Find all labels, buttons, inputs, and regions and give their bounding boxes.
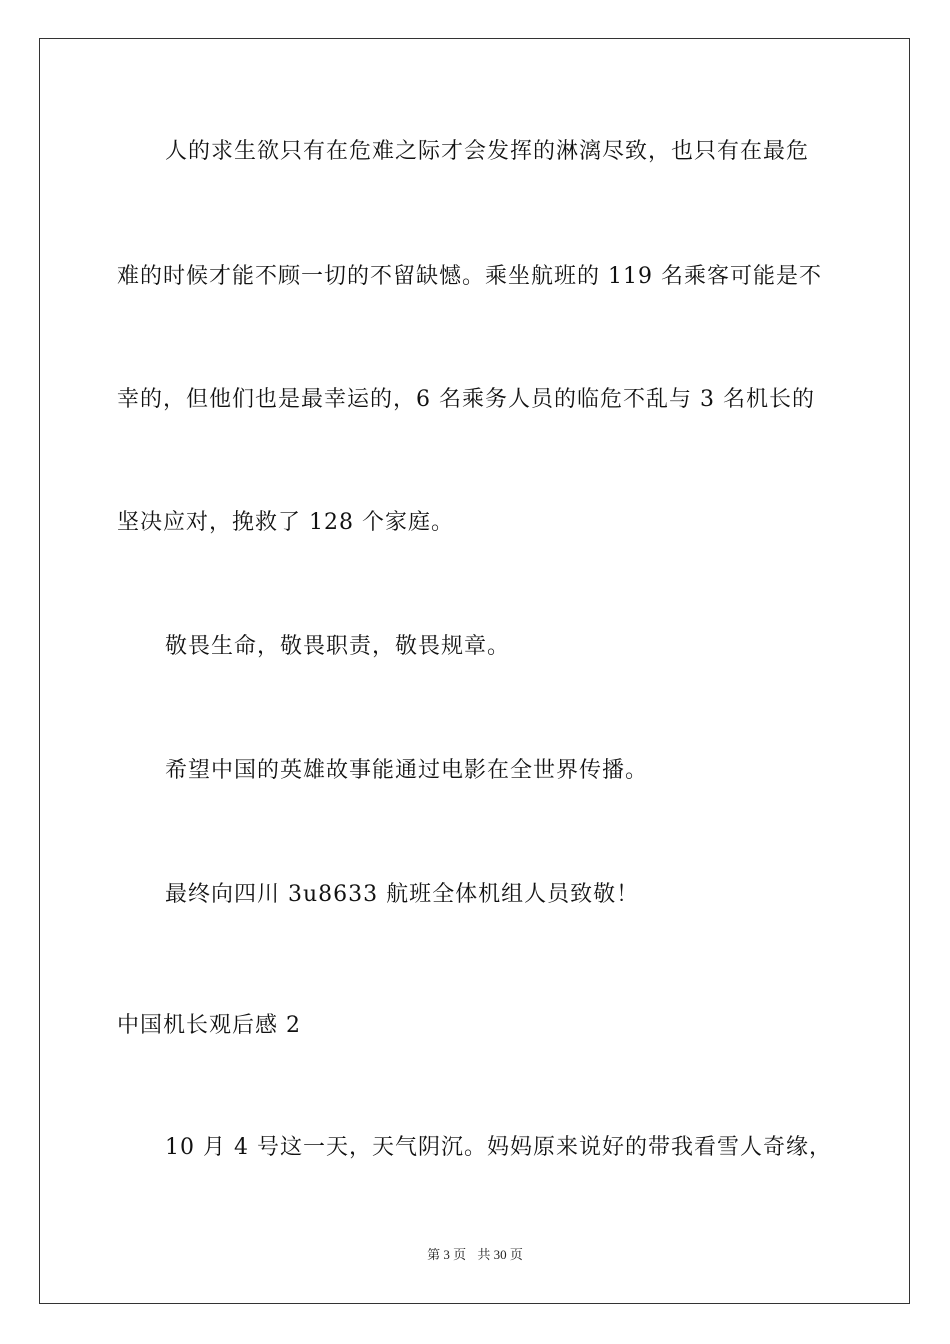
paragraph-line: 难的时候才能不顾一切的不留缺憾。乘坐航班的 119 名乘客可能是不 [117,264,822,289]
paragraph-line: 最终向四川 3u8633 航班全体机组人员致敬！ [165,882,640,907]
paragraph-line: 10 月 4 号这一天，天气阴沉。妈妈原来说好的带我看雪人奇缘， [165,1135,832,1160]
paragraph-line: 幸的，但他们也是最幸运的，6 名乘务人员的临危不乱与 3 名机长的 [117,387,815,412]
paragraph-line: 敬畏生命，敬畏职责，敬畏规章。 [165,634,511,659]
page-border [39,38,910,1304]
page-total: 共 30 页 [477,1247,523,1262]
paragraph-line: 人的求生欲只有在危难之际才会发挥的淋漓尽致，也只有在最危 [165,139,810,164]
page-number: 第 3 页 [427,1247,467,1262]
page-footer [0,1246,950,1264]
paragraph-line: 希望中国的英雄故事能通过电影在全世界传播。 [165,758,649,783]
section-heading: 中国机长观后感 2 [117,1013,301,1038]
paragraph-line: 坚决应对，挽救了 128 个家庭。 [117,510,454,535]
